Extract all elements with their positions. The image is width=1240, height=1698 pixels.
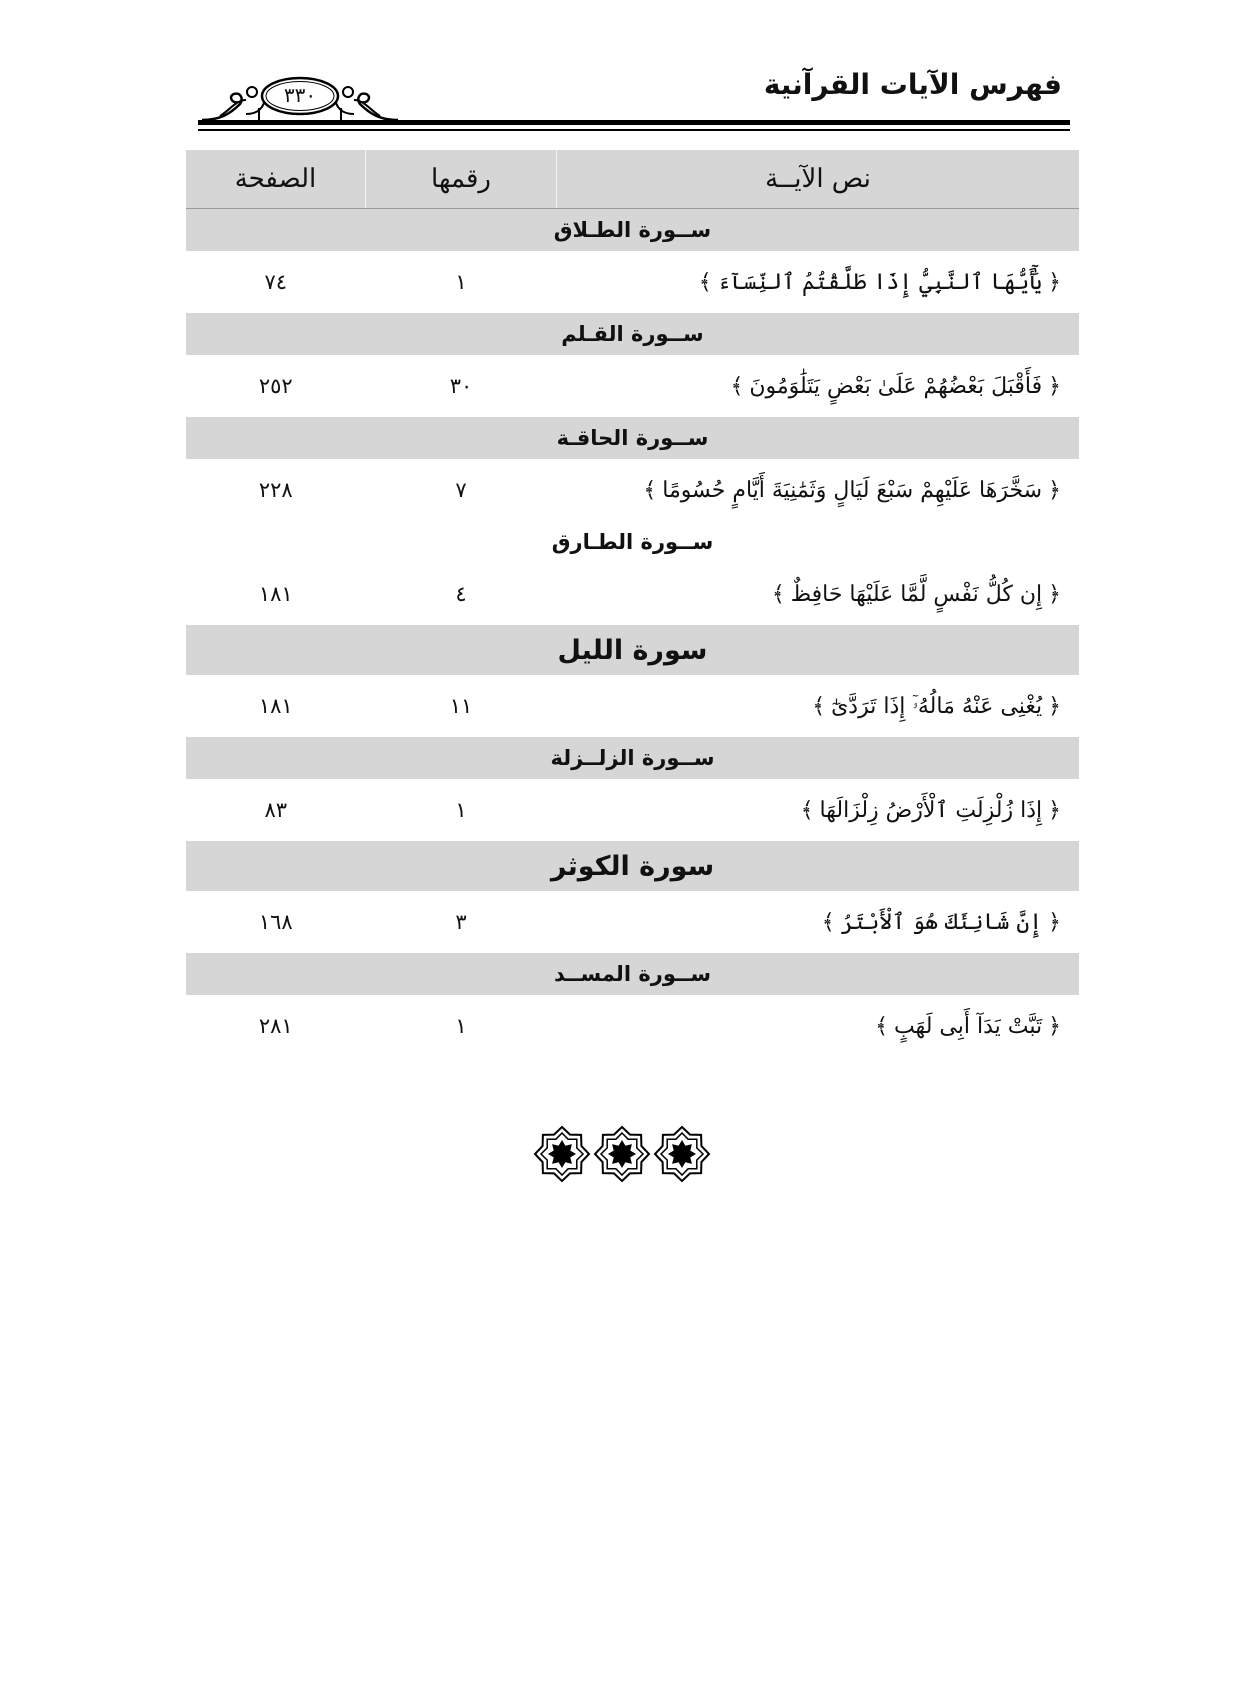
ayah-page: ٨٣ (264, 798, 288, 822)
table-row (186, 459, 1079, 521)
ayah-text-cell (557, 251, 1080, 313)
surah-header-row (186, 209, 1079, 252)
ornate-bracket-open: ﴿ (1048, 581, 1061, 607)
surah-name: سورة الكوثر (186, 841, 1079, 891)
surah-header-row (186, 417, 1079, 459)
star-ornament (535, 1127, 589, 1181)
surah-name: ســورة القـلم (186, 313, 1079, 355)
star-ornament (595, 1127, 649, 1181)
surah-name: سورة الليل (186, 625, 1079, 675)
ornate-bracket-close: ﴾ (875, 1013, 888, 1039)
ornate-bracket-close: ﴾ (800, 797, 814, 823)
ayah-text-cell (557, 459, 1080, 521)
page-number: ٣٣٠ (283, 83, 317, 107)
ayah-text: إِنَّ شَانِئَكَ هُوَ ٱلْأَبْتَرُ (840, 909, 1043, 935)
ayah-number: ١١ (449, 694, 473, 718)
ayah-number: ٧ (455, 478, 467, 502)
column-header-number: رقمها (366, 150, 557, 209)
star-ornament (655, 1127, 709, 1181)
table-row (186, 675, 1079, 737)
ayah-text: يَٰٓأَيُّهَا ٱلنَّبِيُّ إِذَا طَلَّقْتُمُ ٱلنِّسَآءَ (717, 269, 1043, 295)
table-row (186, 563, 1079, 625)
header-rule (198, 120, 1070, 125)
ornate-bracket-open: ﴿ (1048, 909, 1061, 935)
ayah-text: سَخَّرَهَا عَلَيْهِمْ سَبْعَ لَيَالٍ وَثَمَٰنِيَةَ أَيَّامٍ حُسُومًا (662, 477, 1043, 503)
ayah-index-table (186, 150, 1079, 1057)
surah-header-row (186, 841, 1079, 891)
surah-header-row (186, 737, 1079, 779)
header-rule-thin (198, 129, 1070, 131)
ayah-page: ٢٢٨ (258, 478, 293, 502)
table-row (186, 995, 1079, 1057)
ornate-bracket-close: ﴾ (730, 373, 744, 399)
table-row (186, 251, 1079, 313)
ayah-page: ١٦٨ (258, 910, 293, 934)
surah-header-row (186, 313, 1079, 355)
ayah-text-cell (557, 891, 1080, 953)
surah-name: ســورة المســد (186, 953, 1079, 995)
ornate-bracket-open: ﴿ (1048, 373, 1061, 399)
ayah-number: ٣٠ (449, 374, 473, 398)
column-header-text: نص الآيــة (557, 150, 1080, 209)
table-row (186, 891, 1079, 953)
ayah-number: ١ (455, 1014, 467, 1038)
ornate-bracket-open: ﴿ (1048, 1013, 1061, 1039)
ayah-text: فَأَقْبَلَ بَعْضُهُمْ عَلَىٰ بَعْضٍ يَتَلَٰوَمُونَ (749, 373, 1043, 399)
surah-name: ســورة الزلــزلة (186, 737, 1079, 779)
ayah-page: ٢٥٢ (258, 374, 293, 398)
ayah-number: ٣ (455, 910, 467, 934)
ornate-bracket-close: ﴾ (698, 269, 712, 295)
ayah-page: ٢٨١ (258, 1014, 293, 1038)
ornate-bracket-open: ﴿ (1048, 693, 1061, 719)
ayah-page: ٧٤ (264, 270, 288, 294)
surah-header-row (186, 625, 1079, 675)
ayah-page: ١٨١ (258, 582, 293, 606)
surah-name: ســورة الطـارق (186, 521, 1079, 563)
ayah-text: إِذَا زُلْزِلَتِ ٱلْأَرْضُ زِلْزَالَهَا (819, 797, 1043, 823)
surah-header-row (186, 953, 1079, 995)
table-header-row (186, 150, 1079, 209)
eight-point-star-icon (532, 1124, 712, 1184)
table-row (186, 355, 1079, 417)
page-title: فهرس الآيات القرآنية (763, 68, 1062, 101)
ayah-number: ٤ (455, 582, 467, 606)
ornate-bracket-close: ﴾ (821, 909, 835, 935)
surah-name: ســورة الحاقـة (186, 417, 1079, 459)
column-header-page: الصفحة (186, 150, 366, 209)
ayah-text-cell (557, 779, 1080, 841)
ayah-number: ١ (455, 270, 467, 294)
table-body (186, 209, 1079, 1058)
table-row (186, 779, 1079, 841)
ornate-bracket-open: ﴿ (1048, 477, 1061, 503)
ornate-bracket-open: ﴿ (1048, 269, 1061, 295)
ayah-number: ١ (455, 798, 467, 822)
ayah-page: ١٨١ (258, 694, 293, 718)
ayah-text: يُغْنِى عَنْهُ مَالُهُۥٓ إِذَا تَرَدَّىٰٓ (831, 693, 1043, 719)
ornate-bracket-close: ﴾ (812, 693, 826, 719)
ayah-text-cell (557, 355, 1080, 417)
ayah-text-cell (557, 995, 1080, 1057)
ayah-text-cell (557, 675, 1080, 737)
ayah-text: إِن كُلُّ نَفْسٍ لَّمَّا عَلَيْهَا حَافِظٌ (790, 581, 1043, 607)
ornate-bracket-close: ﴾ (771, 581, 785, 607)
closing-ornament (532, 1124, 712, 1184)
ayah-text-cell (557, 563, 1080, 625)
surah-name: ســورة الطـلاق (186, 209, 1079, 252)
ornate-bracket-close: ﴾ (643, 477, 657, 503)
ornate-bracket-open: ﴿ (1048, 797, 1061, 823)
surah-header-row (186, 521, 1079, 563)
ayah-text: تَبَّتْ يَدَآ أَبِى لَهَبٍ (893, 1013, 1043, 1039)
